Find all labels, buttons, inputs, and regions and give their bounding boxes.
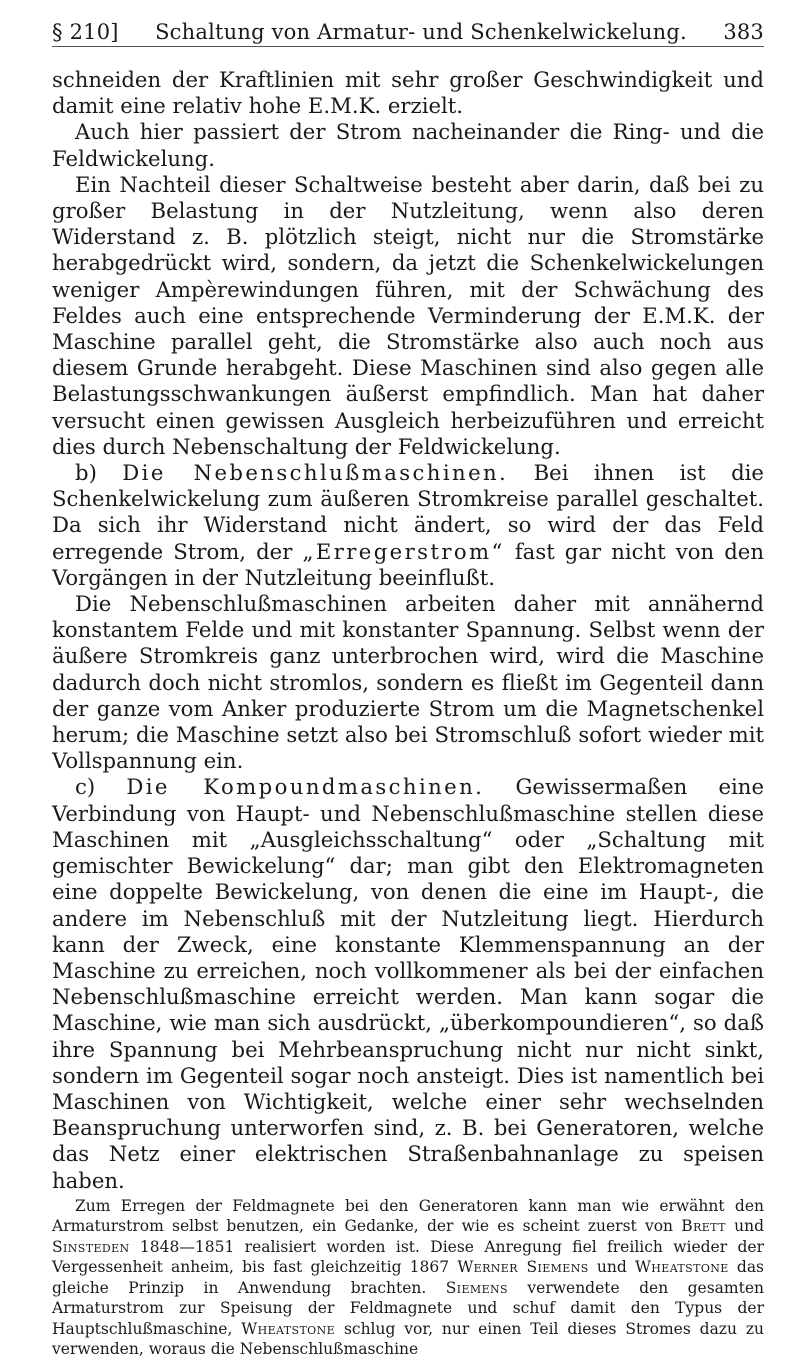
paragraph-text: Bei ihnen ist die Schenkelwickelung zum äußeren Stromkreise parallel geschaltet. Da sich ihr Widerstand nicht ändert, so wird der das Feld erregende Strom, der [52,460,764,564]
paragraph: Auch hier passiert der Strom nacheinander die Ring- und die Feldwickelung. [52,119,764,171]
paragraph-shunt-machines [52,460,764,591]
person-name: Wheatstone [634,1258,729,1277]
section-heading: Die Kompoundmaschinen. [126,774,485,800]
person-name: Siemens [445,1278,508,1297]
person-name: Brett [681,1217,726,1236]
item-label: b) [75,460,97,486]
person-name: Sinsteden [52,1237,130,1256]
section-heading: Die Nebenschlußmaschinen. [122,460,509,486]
paragraph: Ein Nachteil dieser Schaltweise besteht aber darin, daß bei zu großer Belastung in der Nutzleitung, wenn also deren Widerstand z. B. plötzlich steigt, nicht nur die Stromstärke herabgedrückt wird, sondern, da jetzt die Schenkelwickelungen weniger Ampèrewindungen führen, mit der Schwächung des Feldes auch eine entsprechende Verminderung der E.M.K. der Maschine parallel geht, die Stromstärke also auch noch aus diesem Grunde herabgeht. Diese Maschinen sind also gegen alle Belastungsschwankungen äußerst empfindlich. Man hat daher versucht einen gewissen Ausgleich herbeizuführen und erreicht dies durch Nebenschaltung der Feldwickelung. [52,171,764,459]
main-text [52,67,764,1194]
note-text: Zum Erregen der Feldmagnete bei den Generatoren kann man wie erwähnt den Armaturstrom selbst benutzen, ein Gedanke, der wie es scheint zuerst von [52,1196,764,1236]
paragraph: Die Nebenschlußmaschinen arbeiten daher mit annähernd konstantem Felde und mit konstanter Spannung. Selbst wenn der äußere Stromkreis ganz unterbrochen wird, wird die Maschine dadurch doch nicht stromlos, sondern es fließt im Gegenteil dann der ganze vom Anker produzierte Strom um die Magnetschenkel herum; die Maschine setzt also bei Stromschluß sofort wieder mit Vollspannung ein. [52,591,764,774]
small-print-note [52,1196,764,1360]
note-text: und [734,1217,764,1236]
page-number: 383 [723,20,764,44]
note-text: schlug vor, nur einen Teil dieses Stromes dazu zu verwenden, woraus die Nebenschlußmaschine [52,1319,764,1359]
section-marker: § 210] [52,20,119,44]
term-emphasis: „Erregerstrom“ [302,538,505,564]
note-text: verwendete den gesamten Armaturstrom zur Speisung der Feldmagnete und schuf damit den Typus der Hauptschlußmaschine, [52,1278,764,1338]
item-label: c) [75,774,96,800]
running-header [52,18,764,47]
person-name: Werner Siemens [457,1258,589,1277]
paragraph-compound-machines [52,774,764,1193]
running-title: Schaltung von Armatur- und Schenkelwickelung. [155,20,687,44]
paragraph-text: fast gar nicht von den Vorgängen in der Nutzleitung beeinflußt. [52,538,764,590]
paragraph: schneiden der Kraftlinien mit sehr großer Geschwindigkeit und damit eine relativ hohe E.M.K. erzielt. [52,67,764,119]
note-paragraph [52,1196,764,1360]
note-text: 1848—1851 realisiert worden ist. Diese Anregung fiel freilich wieder der Vergessenheit anheim, bis fast gleichzeitig 1867 [52,1237,764,1277]
book-page [52,18,764,1360]
note-text: das gleiche Prinzip in Anwendung brachten. [52,1258,765,1297]
person-name: Wheatstone [241,1319,336,1338]
paragraph-text: Gewissermaßen eine Verbindung von Haupt- und Nebenschlußmaschine stellen diese Maschinen mit „Ausgleichsschaltung“ oder „Schaltung mit gemischter Bewickelung“ dar; man gibt den Elektromagneten eine doppelte Bewickelung, von denen die eine im Haupt-, die andere im Nebenschluß mit der Nutzleitung liegt. Hierdurch kann der Zweck, eine konstante Klemmenspannung an der Maschine zu erreichen, noch vollkommener als bei der einfachen Nebenschlußmaschine erreicht werden. Man kann sogar die Maschine, wie man sich ausdrückt, „überkompoundieren“, so daß ihre Spannung bei Mehrbeanspruchung nicht nur nicht sinkt, sondern im Gegenteil sogar noch ansteigt. Dies ist namentlich bei Maschinen von Wichtigkeit, welche einer sehr wechselnden Beanspruchung unterworfen sind, z. B. bei Generatoren, welche das Netz einer elektrischen Straßenbahnanlage zu speisen haben. [52,774,764,1193]
note-text: und [596,1258,627,1277]
